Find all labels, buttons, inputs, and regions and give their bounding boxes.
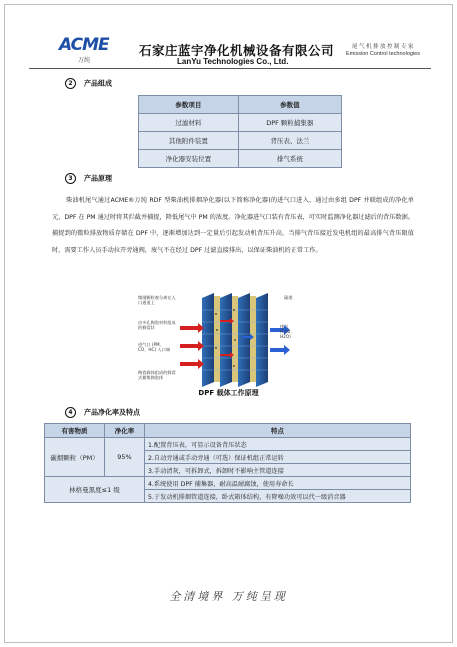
table-header-cell: 参数项目: [139, 96, 239, 114]
dpf-diagram-graphic: [172, 290, 302, 395]
table-cell: 背压表、法兰: [238, 132, 341, 150]
diagram-label-outlet: 排气 (CO2、H2O): [280, 324, 295, 339]
table-row: [139, 114, 342, 132]
composition-table: [138, 95, 342, 168]
diagram-caption: DPF 载体工作原理: [198, 389, 259, 397]
table-cell-rate: 95%: [105, 438, 145, 477]
logo-subtext: 万纯: [77, 57, 90, 64]
efficiency-table: [44, 423, 411, 503]
feature-item: 1.配置背压表，可显示设备背压状态: [145, 438, 411, 451]
table-cell: DPF 颗粒捕集器: [238, 114, 341, 132]
tagline-en: Emission Control technologies: [346, 51, 420, 57]
section-title-composition: [65, 78, 112, 89]
section-title-text: 产品原理: [84, 174, 112, 183]
section-number: 4: [65, 407, 76, 418]
table-row: [139, 150, 342, 168]
section-title-efficiency: [65, 407, 140, 418]
section-title-principle: [65, 173, 112, 184]
table-header-row: [139, 96, 342, 114]
diagram-label-inlet: 进气口 (PM、CO、HC) 入口端: [138, 342, 171, 352]
feature-item: 5.于发动机排烟管道连接，卧式箱体结构，有降噪功效可以代一级消音器: [145, 490, 411, 503]
table-header-cell: 特点: [145, 424, 411, 438]
table-header-row: [45, 424, 411, 438]
dpf-diagram: [138, 290, 302, 395]
tagline-cn: 尾气机排放控制专家: [352, 44, 416, 50]
company-name-cn: 石家庄蓝宇净化机械设备有限公司: [139, 43, 335, 58]
diagram-label-ceramic-note: 由多孔陶瓷材料组成的蜂窝状: [138, 320, 176, 330]
table-header-cell: 有害物质: [45, 424, 105, 438]
diagram-label-ceramic-body: 陶瓷载体组成的蜂窝式捕集陶瓷体: [138, 370, 176, 380]
footer-slogan: 全清境界 万纯呈现: [169, 590, 288, 603]
table-cell: 排气系统: [238, 150, 341, 168]
table-header-cell: 参数值: [238, 96, 341, 114]
principle-paragraph: 柴油机尾气通过ACME®万纯 RDF 型柴油机排烟净化器(以下简称净化器)的进气口进入，通过由多组 DPF 并联组成的净化单元，DPF 在 PM 通过时将其拦截并捕捉，降低尾气中 PM 的浓度。净化器进气口装有背压表，可实时监测净化器过滤后的背压数据。捕捉到的微粒排放物质存储在 DPF 中，逐渐增加达到一定量后引起发动机背压升高，当排气背压接近发电机组的最高排气背压限值时，需要工作人员手动拉开旁通阀，废气不在经过 DPF 过滤直接排出，以保证柴油机的正常工作。: [52, 197, 414, 254]
feature-item: 4.系统使用 DPF 捕集器，耐高温耐腐蚀，使用寿命长: [145, 477, 411, 490]
table-cell: 过滤材料: [139, 114, 239, 132]
feature-item: 3.手动清灰，可拆卸式，拆卸时不影响主管道连接: [145, 464, 411, 477]
table-row: [139, 132, 342, 150]
table-cell: 净化器安装位置: [139, 150, 239, 168]
section-title-text: 产品组成: [84, 79, 112, 88]
table-cell: 其他附件装置: [139, 132, 239, 150]
table-cell-smoke-level: 林格曼黑度≤1 级: [45, 477, 145, 503]
feature-item: 2.自动旁通或手动旁通（可选）保证机组正常运转: [145, 451, 411, 464]
header-divider: [29, 68, 431, 69]
section-title-text: 产品净化率及特点: [84, 408, 140, 417]
table-cell-substance: 碳烟颗粒（PM）: [45, 438, 105, 477]
table-header-cell: 净化率: [105, 424, 145, 438]
diagram-label-soot: 碳烟: [284, 295, 293, 300]
company-name-en: LanYu Technologies Co., Ltd.: [177, 57, 289, 66]
document-page: [4, 4, 453, 643]
logo-text: ACME: [59, 35, 109, 55]
table-row: [45, 438, 411, 451]
acme-logo: [59, 37, 109, 64]
section-number: 3: [65, 173, 76, 184]
table-row: [45, 477, 411, 490]
diagram-label-inlet-note: 微细颗粒被分离在入口通道上: [138, 295, 176, 305]
section-number: 2: [65, 78, 76, 89]
